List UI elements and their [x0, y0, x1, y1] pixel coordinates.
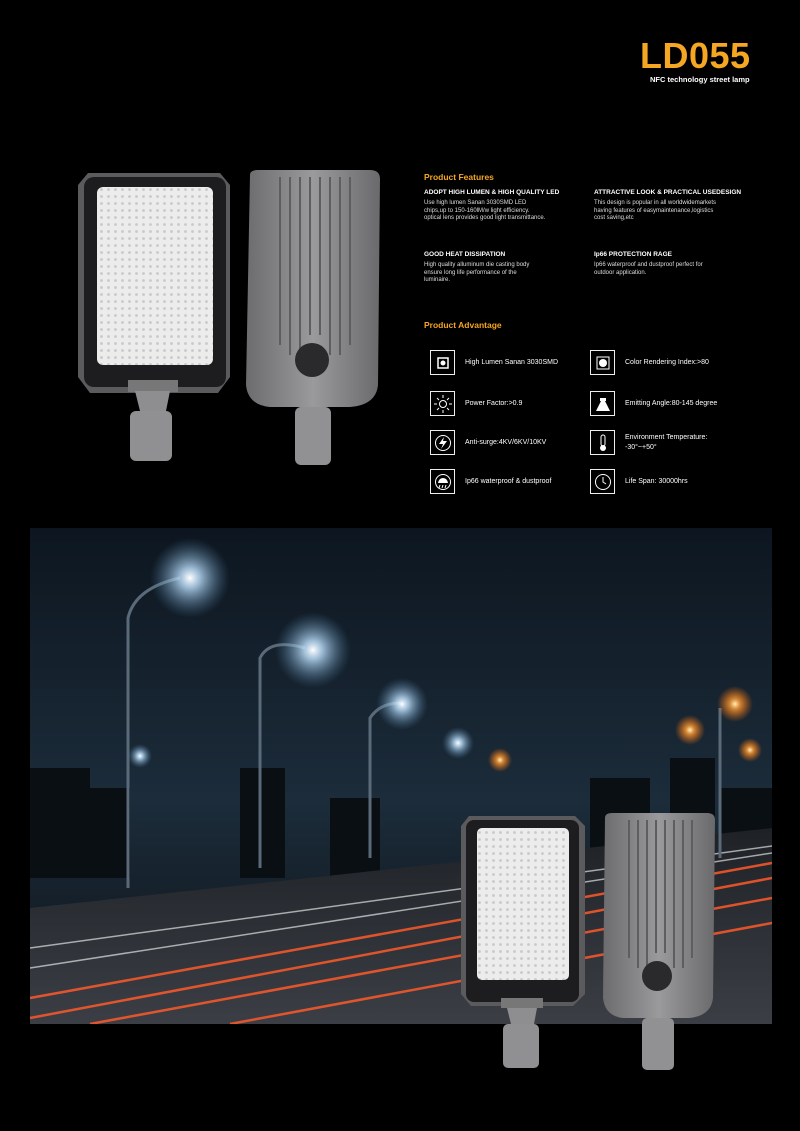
product-images-bottom [455, 808, 735, 1088]
lamp-back-view [603, 813, 715, 1070]
thermometer-icon [590, 430, 615, 455]
feature-block [594, 251, 754, 277]
advantage-item: Ip66 waterproof & dustproof [430, 469, 551, 494]
lamp-back-view [246, 170, 380, 465]
color-rendering-icon [590, 350, 615, 375]
product-images [70, 165, 400, 470]
feature-block [424, 189, 584, 223]
led-chip-icon [430, 350, 455, 375]
model-name: LD055 [640, 35, 751, 76]
feature-description: This design is popular in all worldwidemarkets having features of easymaintenance,logistics cost saving,etc [594, 200, 717, 221]
feature-description: Ip66 waterproof and dustproof perfect for outdoor application. [594, 262, 703, 276]
advantage-item: High Lumen Sanan 3030SMD [430, 350, 558, 375]
feature-block [424, 251, 584, 285]
advantage-item: Anti-surge:4KV/6KV/10KV [430, 430, 546, 455]
feature-description: Use high lumen Sanan 3030SMD LED chips,up to 150-160lM/w light efficiency. optical lens provides good light transmittance. [424, 200, 546, 221]
advantage-item: Emitting Angle:80-145 degree [590, 391, 717, 416]
waterproof-icon [430, 469, 455, 494]
feature-heading: ATTRACTIVE LOOK & PRACTICAL USEDESIGN [594, 189, 742, 196]
lamp-front-view [78, 173, 230, 461]
advantages-title: Product Advantage [424, 320, 502, 330]
feature-description: High quality alluminum die casting body ensure long life performance of the luminaire. [424, 262, 530, 283]
advantage-item: Life Span: 30000hrs [590, 469, 688, 494]
beam-angle-icon [590, 391, 615, 416]
lamp-front-view [461, 816, 585, 1068]
advantage-item: Environment Temperature: -30°~+50° [590, 430, 707, 455]
surge-bolt-icon [430, 430, 455, 455]
feature-heading: ADOPT HIGH LUMEN & HIGH QUALITY LED [424, 189, 560, 196]
model-subtitle: NFC technology street lamp [650, 75, 750, 84]
feature-block [594, 189, 754, 223]
features-title: Product Features [424, 172, 494, 182]
advantage-item: Color Rendering Index:>80 [590, 350, 709, 375]
advantage-item: Power Factor:>0.9 [430, 391, 522, 416]
sun-icon [430, 391, 455, 416]
feature-heading: GOOD HEAT DISSIPATION [424, 251, 506, 258]
clock-icon [590, 469, 615, 494]
feature-heading: Ip66 PROTECTION RAGE [594, 251, 673, 258]
